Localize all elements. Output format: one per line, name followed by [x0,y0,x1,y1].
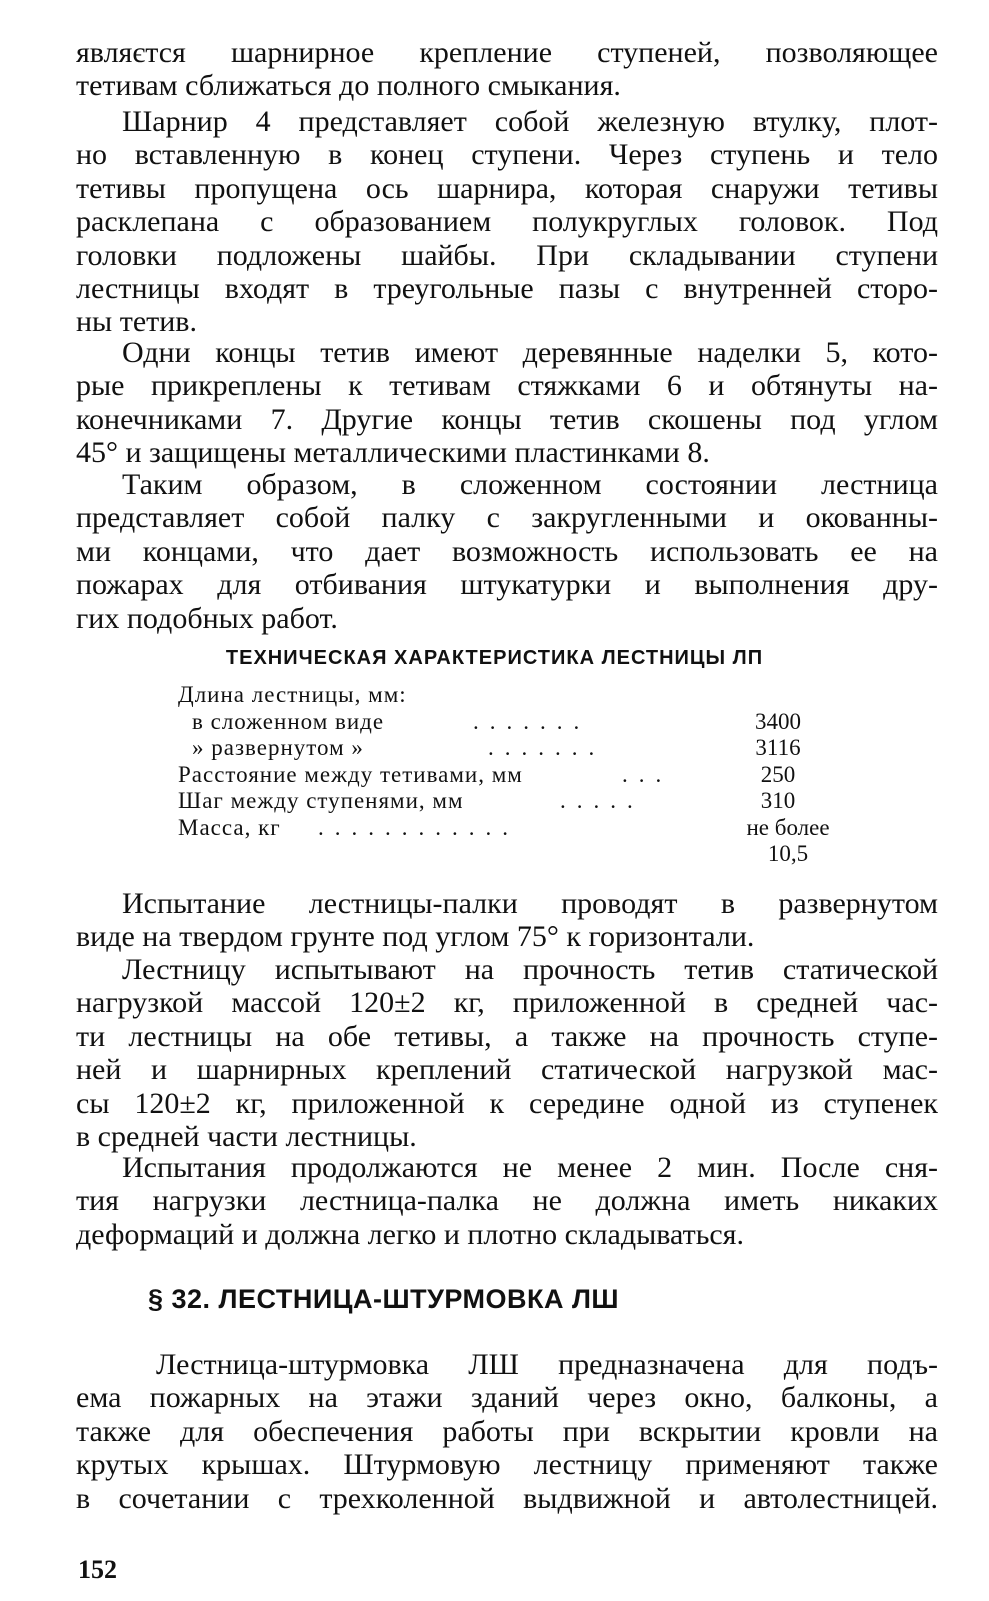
text-line: гих подобных работ. [76,601,338,635]
text-line: виде на твердом грунте под углом 75° к горизонтали. [76,920,755,954]
paragraph-1 [76,36,938,103]
text-line: ема пожарных на этажи зданий через окно, балконы, а [76,1381,938,1415]
spec-value: 250 [760,761,796,787]
text-line: являєтся шарнирное крепление ступеней, позволяющее [76,36,938,69]
text-line: ми концами, что дает возможность использовать ее на [76,534,938,568]
spec-row [178,709,838,736]
text-line: конечниками 7. Другие концы тетив скошены под углом [76,402,938,436]
text-line: представляет собой палку с закругленными и окованны- [76,501,938,535]
text-line: пожарах для отбивания штукатурки и выполнения дру- [76,568,938,602]
spec-label: Расстояние между тетивами, мм [178,761,523,787]
text-line: расклепана с образованием полукруглых головок. Под [76,205,938,239]
spec-row [178,841,838,868]
spec-row [178,815,838,842]
spec-row [178,682,838,709]
spec-label: Длина лестницы, мм: [178,682,407,707]
spec-table [178,682,838,868]
spec-value: 310 [760,788,796,813]
spec-value: не более [746,814,830,840]
text-line: рые прикреплены к тетивам стяжками 6 и обтянуты на- [76,369,938,403]
page-number: 152 [78,1555,117,1584]
text-line: также для обеспечения работы при вскрытии кровли на [76,1414,938,1448]
paragraph-2 [76,105,938,339]
text-line: нагрузкой массой 120±2 кг, приложенной в средней час- [76,986,938,1020]
leader-dots: ... [622,761,673,787]
leader-dots: ..... [560,788,644,813]
spec-row [178,762,838,789]
text-line: Испытания продолжаются не менее 2 мин. После сня- [122,1151,938,1184]
text-line: Испытание лестницы-палки проводят в развернутом [122,887,938,920]
leader-dots: ............ [318,814,519,840]
spec-value: 3400 [755,708,801,734]
text-line: ти лестницы на обе тетивы, а также на прочность ступе- [76,1019,938,1053]
text-line: Лестница-штурмовка ЛШ предназначена для подъ- [156,1348,938,1381]
text-line: ны тетив. [76,305,197,339]
text-line: Таким образом, в сложенном состоянии лестница [122,468,938,501]
text-line: головки подложены шайбы. При складывании ступени [76,238,938,272]
text-line: тетивы пропущена ось шарнира, которая снаружи тетивы [76,171,938,205]
spec-label: в сложенном виде [192,708,385,734]
text-line: деформаций и должна легко и плотно складываться. [76,1217,744,1251]
text-line: Шарнир 4 представляет собой железную втулку, плот- [122,105,938,138]
text-line: крутых крышах. Штурмовую лестницу применяют также [76,1448,938,1482]
text-line: тетивам сближаться до полного смыкания. [76,69,621,103]
paragraph-6 [76,953,938,1153]
text-line: сы 120±2 кг, приложенной к середине одной из ступенек [76,1086,938,1120]
spec-label: » развернутом » [192,735,364,760]
text-line: Одни концы тетив имеют деревянные наделки 5, кото- [122,336,938,369]
leader-dots: ....... [488,735,606,760]
paragraph-8 [76,1348,938,1515]
spec-value: 10,5 [767,841,809,866]
text-line: тия нагрузки лестница-палка не должна иметь никаких [76,1184,938,1218]
spec-row [178,788,838,815]
text-line: Лестницу испытывают на прочность тетив статической [122,953,938,986]
text-line: лестницы входят в треугольные пазы с внутренней сторо- [76,272,938,306]
spec-label: Масса, кг [178,814,281,840]
text-line: ней и шарнирных креплений статической нагрузкой мас- [76,1053,938,1087]
paragraph-5 [76,887,938,954]
text-line: в сочетании с трехколенной выдвижной и автолестницей. [76,1481,938,1515]
leader-dots: ....... [473,708,591,734]
paragraph-3 [76,336,938,470]
text-line: 45° и защищены металлическими пластинками 8. [76,436,710,470]
spec-label: Шаг между ступенями, мм [178,788,464,813]
spec-row [178,735,838,762]
section-heading: § 32. ЛЕСТНИЦА-ШТУРМОВКА ЛШ [148,1284,620,1314]
paragraph-7 [76,1151,938,1251]
table-title: ТЕХНИЧЕСКАЯ ХАРАКТЕРИСТИКА ЛЕСТНИЦЫ ЛП [225,647,764,669]
text-line: в средней части лестницы. [76,1120,417,1154]
spec-value: 3116 [755,735,801,760]
text-line: но вставленную в конец ступени. Через ступень и тело [76,138,938,172]
paragraph-4 [76,468,938,635]
